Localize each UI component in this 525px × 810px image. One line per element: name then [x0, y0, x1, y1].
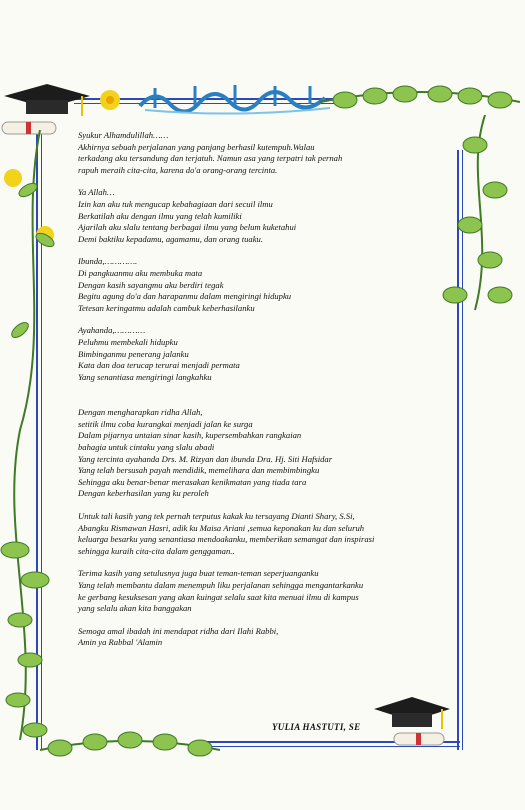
text-line: Tetesan keringatmu adalah cambuk keberhasilanku [78, 302, 255, 313]
text-line: ke gerbang kesuksesan yang akan kuingat selalu saat kita menuai ilmu di kampus [78, 591, 359, 602]
vine-leaf-icon [0, 130, 70, 750]
paragraph-dedication [78, 407, 463, 500]
text-line: Begitu agung do'a dan harapanmu dalam mengiringi hidupku [78, 291, 292, 302]
text-line: Dengan kasih sayangmu aku berdiri tegak [78, 279, 224, 290]
text-line: Yang telah membantu dalam menempuh liku perjalanan sehingga mengantarkanku [78, 580, 364, 590]
dedication-text [78, 130, 463, 649]
text-line: Terima kasih yang setulusnya juga buat teman-teman seperjuanganku [78, 568, 319, 579]
paragraph-ayahanda [78, 325, 463, 383]
paragraph-ya-allah [78, 187, 463, 245]
text-line: terkadang aku tersandung dan terjatuh. Namun asa yang terpatri tak pernah [78, 153, 343, 164]
text-line: Dengan keberhasilan yang ku peroleh [78, 488, 209, 499]
paragraph-friends [78, 568, 463, 614]
text-line: keluarga besarku yang senantiasa mendoakanku, memberikan semangat dan inspirasi [78, 534, 375, 545]
paragraph-family [78, 511, 463, 557]
text-line: Ajarilah aku slalu tentang berbagai ilmu yang belum kuketahui [78, 222, 297, 233]
text-line: Yang senantiasa mengiringi langkahku [78, 371, 212, 382]
text-line: Ya Allah… [78, 187, 115, 198]
text-line: bahagia untuk cintaku yang slalu abadi [78, 442, 215, 453]
paragraph-closing [78, 626, 463, 649]
text-line: Ibunda,…………. [78, 256, 138, 267]
paragraph-gratitude [78, 130, 463, 176]
text-line: Syukur Alhamdulillah…… [78, 130, 169, 140]
graduation-cap-icon [372, 695, 452, 735]
flower-icon [95, 85, 125, 115]
text-line: Izin kan aku tuk mengucap kebahagiaan dari secuil ilmu [78, 198, 273, 209]
bismillah-calligraphy [135, 80, 335, 116]
text-line: rapuh meraih cita-cita, karena do'a orang-orang tercinta. [78, 164, 278, 175]
text-line: Bimbinganmu penerang jalanku [78, 348, 189, 359]
paragraph-ibunda [78, 256, 463, 314]
text-line: sehingga kuraih cita-cita dalam genggaman.. [78, 545, 235, 556]
diploma-scroll-icon [392, 730, 447, 748]
text-line: Semoga amal ibadah ini mendapat ridha dari Ilahi Rabbi, [78, 625, 279, 636]
text-line: Demi baktiku kepadamu, agamamu, dan orang tuaku. [78, 233, 263, 244]
text-line: setitik ilmu coba kurangkai menjadi jalan ke surga [78, 418, 253, 429]
text-line: Di pangkuanmu aku membuka mata [78, 267, 203, 278]
text-line: Abangku Rismawan Hasri, adik ku Maisa Ariani ,semua keponakan ku dan seluruh [78, 522, 365, 533]
text-line: Dengan mengharapkan ridha Allah, [78, 407, 203, 418]
text-line: Yang telah bersusah payah mendidik, memelihara dan membimbingku [78, 465, 320, 476]
text-line: Dalam pijarnya untaian sinar kasih, kupersembahkan rangkaian [78, 430, 302, 441]
text-line: Untuk tali kasih yang tek pernah terputus kakak ku tersayang Dianti Shary, S.Si, [78, 511, 355, 522]
text-line: Yang tercinta ayahanda Drs. M. Rizyan dan ibunda Dra. Hj. Siti Hafsidar [78, 453, 333, 464]
text-line: yang selalu akan kita banggakan [78, 603, 192, 614]
text-line: Berkatilah aku dengan ilmu yang telah kumiliki [78, 210, 242, 221]
text-line: Peluhmu membekali hidupku [78, 336, 178, 347]
text-line: Ayahanda,………… [78, 325, 146, 336]
text-line: Amin ya Rabbal 'Alamin [78, 637, 163, 648]
signature: YULIA HASTUTI, SE [272, 722, 361, 732]
text-line: Akhirnya sebuah perjalanan yang panjang berhasil kutempuh.Walau [78, 141, 315, 152]
text-line: Sehingga aku benar-benar merasakan kenikmatan yang tiada tara [78, 476, 307, 487]
graduation-cap-icon [2, 82, 92, 122]
vine-leaf-icon [40, 728, 220, 768]
text-line: Kata dan doa terucap terurai menjadi permata [78, 360, 240, 371]
